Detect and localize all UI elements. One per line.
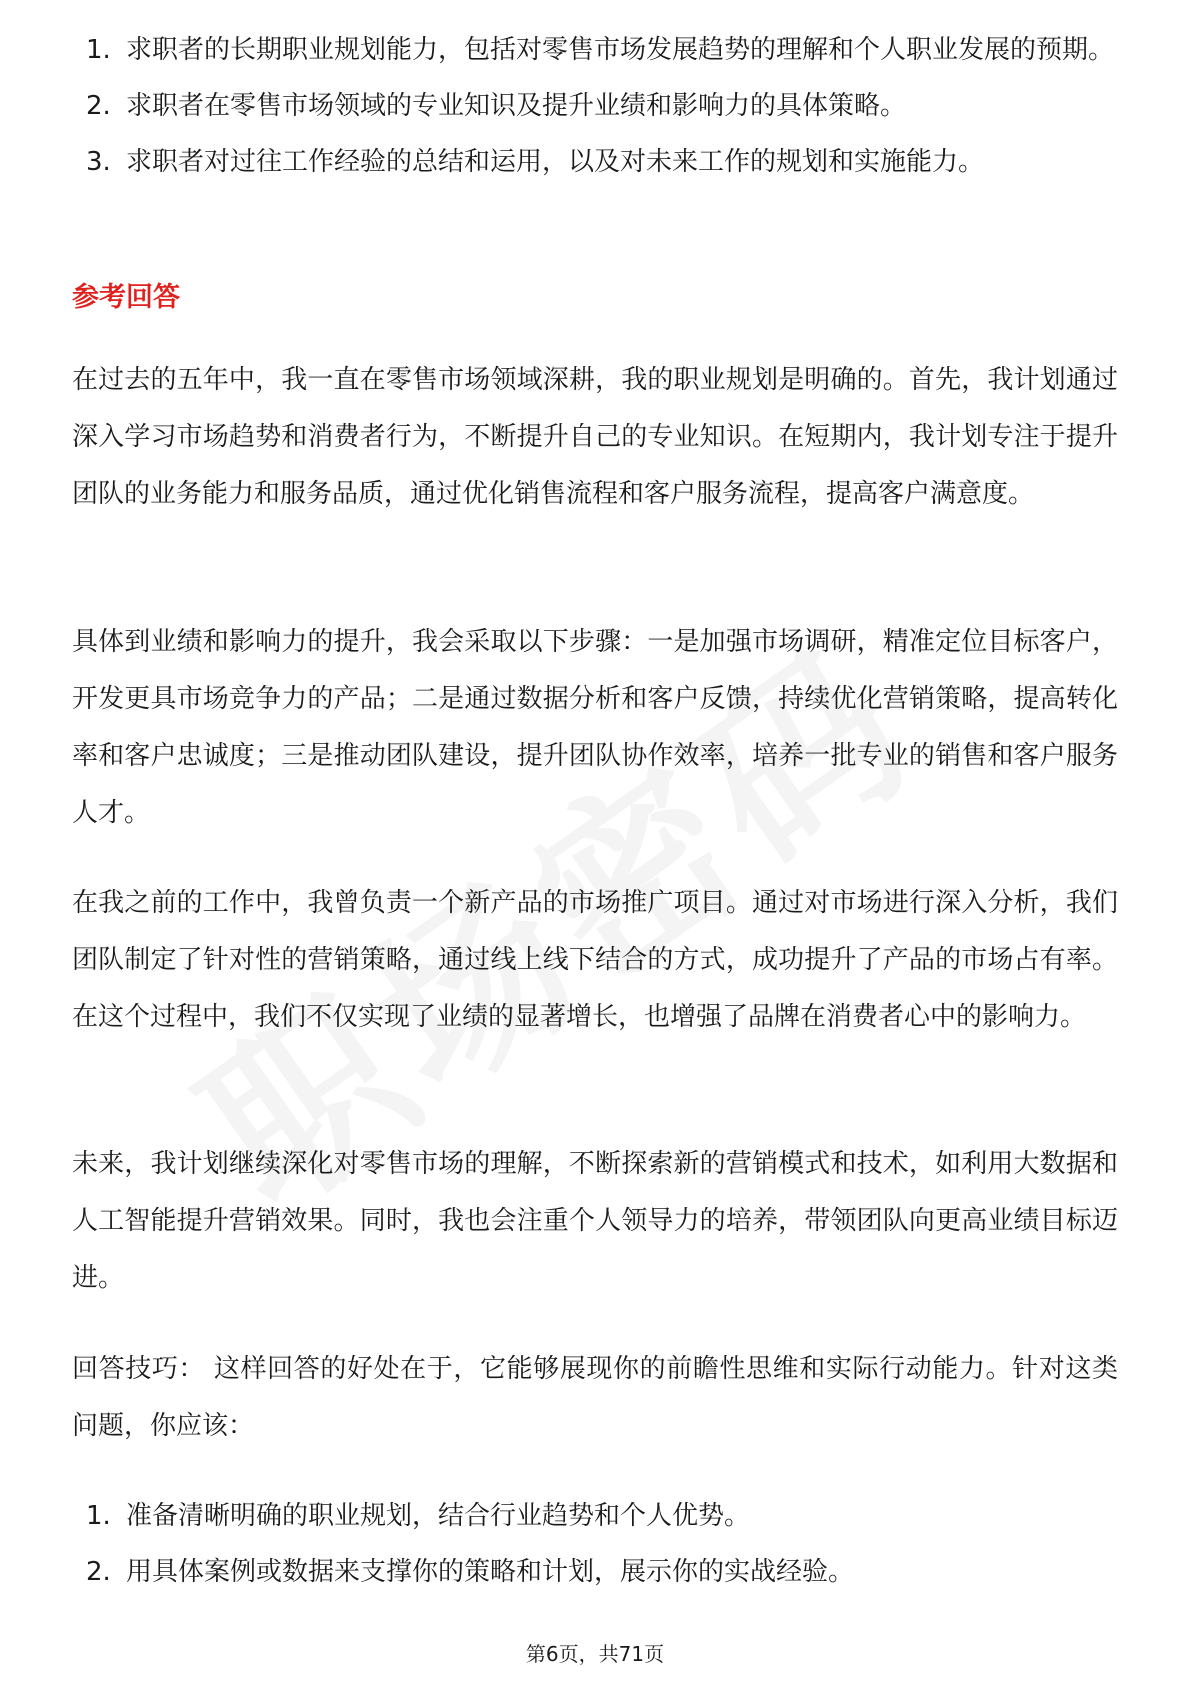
list-item xyxy=(72,78,1118,134)
list-item-number: 1. xyxy=(86,35,111,65)
list-item xyxy=(72,1488,1118,1544)
list-item-text: 用具体案例或数据来支撑你的策略和计划，展示你的实战经验。 xyxy=(126,1557,855,1587)
page-number: 第6页，共71页 xyxy=(525,1642,665,1666)
list-item-number: 2. xyxy=(86,91,111,121)
list-item xyxy=(72,134,1118,190)
list-item-text: 求职者在零售市场领域的专业知识及提升业绩和影响力的具体策略。 xyxy=(126,91,907,121)
list-item-text: 求职者对过往工作经验的总结和运用，以及对未来工作的规划和实施能力。 xyxy=(126,147,985,177)
list-item xyxy=(72,22,1118,78)
list-item-number: 2. xyxy=(86,1557,111,1587)
list-item-text: 求职者的长期职业规划能力，包括对零售市场发展趋势的理解和个人职业发展的预期。 xyxy=(126,35,1115,65)
tips-list xyxy=(72,1488,1118,1600)
list-item-number: 1. xyxy=(86,1501,111,1531)
answer-paragraph: 在我之前的工作中，我曾负责一个新产品的市场推广项目。通过对市场进行深入分析，我们团队制定了针对性的营销策略，通过线上线下结合的方式，成功提升了产品的市场占有率。在这个过程中，我们不仅实现了业绩的显著增长，也增强了品牌在消费者心中的影响力。 xyxy=(72,888,1118,1032)
answer-paragraph: 未来，我计划继续深化对零售市场的理解，不断探索新的营销模式和技术，如利用大数据和人工智能提升营销效果。同时，我也会注重个人领导力的培养，带领团队向更高业绩目标迈进。 xyxy=(72,1149,1118,1293)
answer-paragraph: 在过去的五年中，我一直在零售市场领域深耕，我的职业规划是明确的。首先，我计划通过深入学习市场趋势和消费者行为，不断提升自己的专业知识。在短期内，我计划专注于提升团队的业务能力和服务品质，通过优化销售流程和客户服务流程，提高客户满意度。 xyxy=(72,365,1118,509)
tips-paragraph: 回答技巧： 这样回答的好处在于，它能够展现你的前瞻性思维和实际行动能力。针对这类问题，你应该： xyxy=(72,1354,1118,1441)
evaluation-points-list xyxy=(72,26,1118,190)
list-item-number: 3. xyxy=(86,147,111,177)
list-item-text: 准备清晰明确的职业规划，结合行业趋势和个人优势。 xyxy=(126,1501,751,1531)
list-item xyxy=(72,1544,1118,1600)
section-heading: 参考回答 xyxy=(72,282,180,313)
answer-paragraph: 具体到业绩和影响力的提升，我会采取以下步骤：一是加强市场调研，精准定位目标客户，开发更具市场竞争力的产品；二是通过数据分析和客户反馈，持续优化营销策略，提高转化率和客户忠诚度；三是推动团队建设，提升团队协作效率，培养一批专业的销售和客户服务人才。 xyxy=(72,627,1118,828)
